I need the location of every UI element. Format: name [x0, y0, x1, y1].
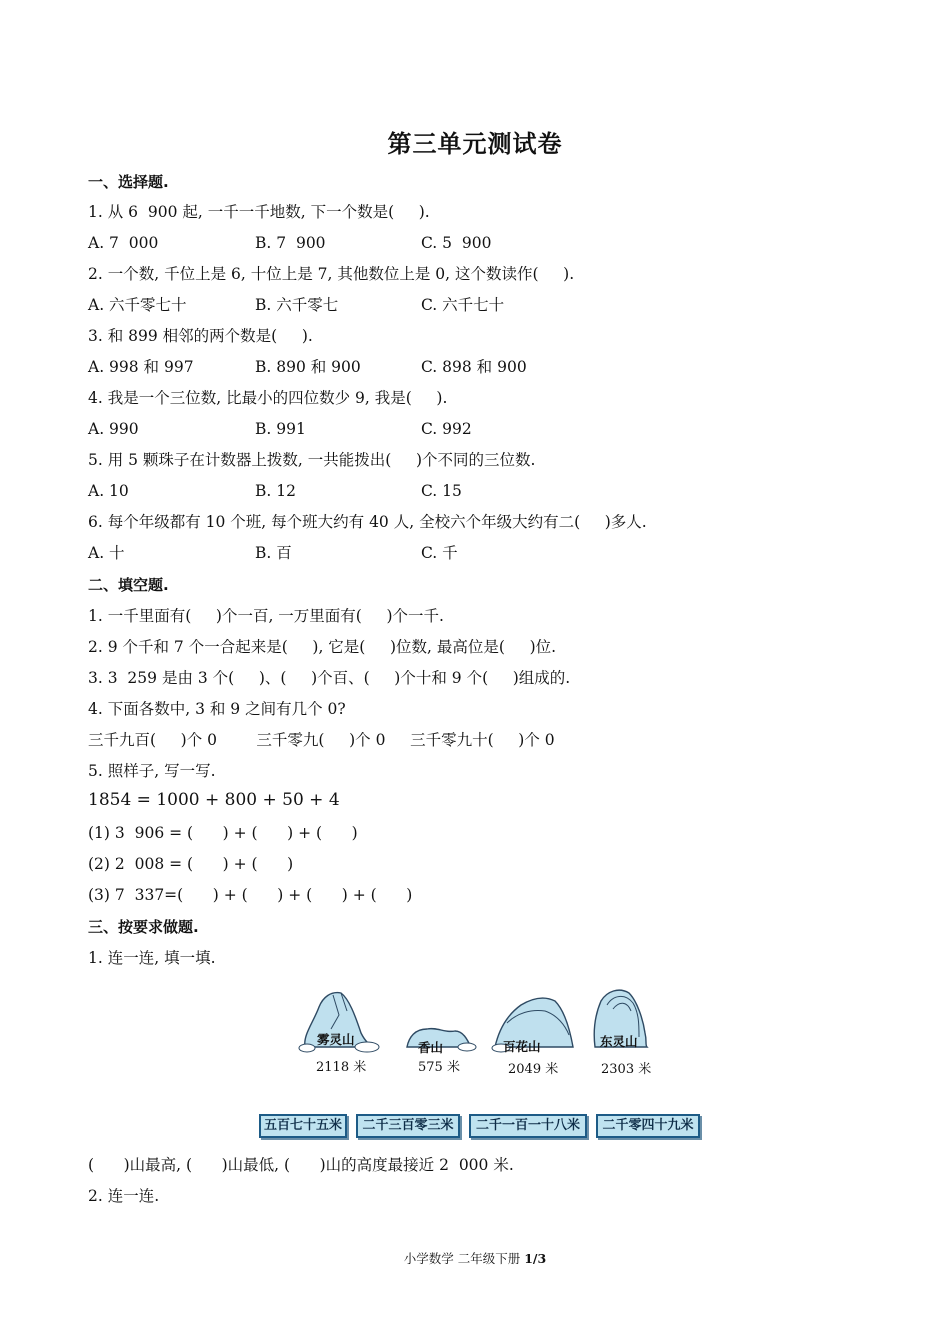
question: 5. 用 5 颗珠子在计数器上拨数, 一共能拨出( )个不同的三位数. [88, 451, 536, 469]
option-c: C. 千 [421, 544, 458, 562]
mountain-name: 香山 [418, 1040, 444, 1055]
question: 6. 每个年级都有 10 个班, 每个班大约有 40 人, 全校六个年级大约有二( )多人. [88, 513, 647, 531]
fill-line: 4. 下面各数中, 3 和 9 之间有几个 0? [88, 700, 346, 718]
fill-line: (1) 3 906 = ( ) + ( ) + ( ) [88, 824, 358, 842]
option-a: A. 十 [88, 544, 125, 562]
height-label: 二千一百一十八米 [469, 1114, 587, 1138]
option-a: A. 10 [88, 482, 129, 500]
option-a: A. 990 [88, 420, 139, 438]
option-c: C. 15 [421, 482, 462, 500]
option-c: C. 992 [421, 420, 472, 438]
option-b: B. 991 [255, 420, 306, 438]
option-a: A. 六千零七十 [88, 296, 187, 314]
option-b: B. 890 和 900 [255, 358, 361, 376]
fill-line: 3. 3 259 是由 3 个( )、( )个百、( )个十和 9 个( )组成的. [88, 669, 571, 687]
example-equation: 1854 = 1000 + 800 + 50 + 4 [88, 790, 340, 810]
height-label: 二千三百零三米 [356, 1114, 460, 1138]
fill-line: 1. 一千里面有( )个一百, 一万里面有( )个一千. [88, 607, 444, 625]
mountain-height: 575 米 [418, 1060, 460, 1075]
option-c: C. 六千七十 [421, 296, 505, 314]
question: 1. 从 6 900 起, 一千一千地数, 下一个数是( ). [88, 203, 430, 221]
height-label: 二千零四十九米 [596, 1114, 700, 1138]
option-b: B. 百 [255, 544, 292, 562]
mountain-name: 雾灵山 [317, 1032, 355, 1047]
page-footer [0, 1249, 950, 1267]
section2-heading: 二、填空题. [88, 576, 169, 594]
fill-line: 2. 9 个千和 7 个一合起来是( ), 它是( )位数, 最高位是( )位. [88, 638, 557, 656]
question: 2. 一个数, 千位上是 6, 十位上是 7, 其他数位上是 0, 这个数读作( ). [88, 265, 575, 283]
mountain-height: 2303 米 [601, 1062, 652, 1077]
fill-line: (3) 7 337=( ) + ( ) + ( ) + ( ) [88, 886, 413, 904]
mountain-height: 2118 米 [316, 1060, 367, 1075]
option-b: B. 7 900 [255, 234, 326, 252]
fill-line: ( )山最高, ( )山最低, ( )山的高度最接近 2 000 米. [88, 1156, 514, 1174]
fill-line: (2) 2 008 = ( ) + ( ) [88, 855, 294, 873]
mountain-name: 百花山 [503, 1039, 541, 1054]
page-number: 1/3 [524, 1251, 547, 1266]
height-label: 五百七十五米 [259, 1114, 347, 1138]
footer-subject: 小学数学 二年级下册 [403, 1251, 525, 1266]
option-b: B. 12 [255, 482, 296, 500]
mountain-name: 东灵山 [600, 1034, 638, 1049]
page-title: 第三单元测试卷 [387, 130, 563, 158]
fill-line: 5. 照样子, 写一写. [88, 762, 216, 780]
option-b: B. 六千零七 [255, 296, 339, 314]
question: 2. 连一连. [88, 1187, 160, 1205]
section1-heading: 一、选择题. [88, 173, 169, 191]
option-a: A. 7 000 [88, 234, 159, 252]
fill-line: 三千九百( )个 0 三千零九( )个 0 三千零九十( )个 0 [88, 731, 555, 749]
option-c: C. 5 900 [421, 234, 492, 252]
mountain-height: 2049 米 [508, 1062, 559, 1077]
question: 3. 和 899 相邻的两个数是( ). [88, 327, 313, 345]
question: 4. 我是一个三位数, 比最小的四位数少 9, 我是( ). [88, 389, 448, 407]
section3-heading: 三、按要求做题. [88, 918, 199, 936]
option-c: C. 898 和 900 [421, 358, 527, 376]
option-a: A. 998 和 997 [88, 358, 194, 376]
question: 1. 连一连, 填一填. [88, 949, 216, 967]
